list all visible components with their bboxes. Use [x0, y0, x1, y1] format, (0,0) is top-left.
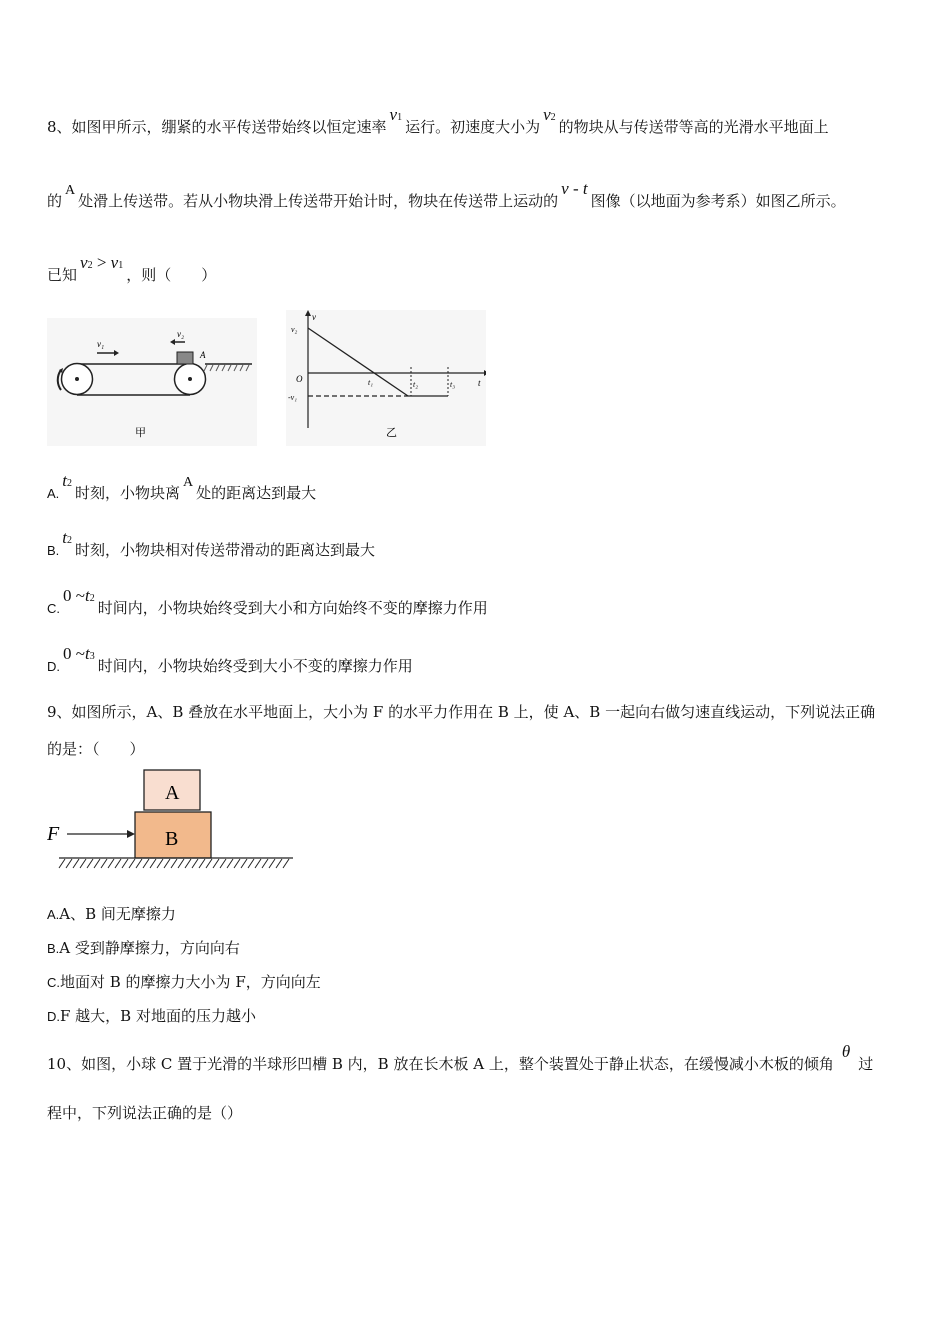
label-axis-v: v: [312, 312, 316, 322]
label-v2: v₂: [177, 329, 185, 339]
label-block-a: A: [165, 782, 180, 804]
caption-yi: 乙: [386, 427, 397, 439]
q8-option-c[interactable]: C.0 ~t2时间内，小物块始终受到大小和方向始终不变的摩擦力作用: [47, 586, 488, 617]
label-t3: t₃: [450, 380, 456, 389]
q8-line2-prefix: 的: [47, 192, 63, 210]
q9-option-c[interactable]: C.地面对 B 的摩擦力大小为 F，方向向左: [47, 973, 321, 991]
q10-line1-text: 10、如图，小球 C 置于光滑的半球形凹槽 B 内，B 放在长木板 A 上，整个装置处于静止状态，在缓慢减小木板的倾角: [47, 1055, 834, 1073]
q8-v1-symbol: v1: [389, 105, 403, 124]
q8-line-3: [47, 253, 217, 285]
q8-line2-suffix: 图像（以地面为参考系）如图乙所示。: [590, 192, 846, 210]
theta-symbol: θ: [841, 1042, 851, 1061]
label-v1: v₁: [97, 339, 105, 349]
q9-option-a[interactable]: A.A、B 间无摩擦力: [47, 905, 176, 923]
option-b-t2-symbol: t2: [62, 528, 73, 547]
q8-line3-prefix: 已知: [47, 266, 78, 284]
q8-line2-mid: 处滑上传送带。若从小物块滑上传送带开始计时，物块在传送带上运动的: [78, 192, 559, 210]
stacked-blocks-figure: [47, 768, 297, 872]
small-block: [177, 352, 193, 364]
q8-v2-symbol: v2: [543, 105, 556, 124]
option-c-range-symbol: 0 ~t2: [63, 586, 95, 605]
q8-vt-symbol: v - t: [561, 179, 588, 198]
vt-graph-figure: [286, 310, 486, 446]
label-point-a: A: [200, 350, 206, 360]
label-origin: O: [296, 374, 303, 384]
q8-option-a[interactable]: A.t2时刻，小物块离A处的距离达到最大: [47, 471, 317, 502]
q10-line-2: 程中，下列说法正确的是（）: [47, 1104, 243, 1122]
label-force-f: F: [47, 823, 60, 845]
q9-option-d[interactable]: D.F 越大，B 对地面的压力越小: [47, 1007, 256, 1025]
q8-line1-prefix: 8、如图甲所示，绷紧的水平传送带始终以恒定速率: [47, 118, 387, 136]
label-t2: t₂: [413, 380, 419, 389]
q10-line1-end: 过: [858, 1055, 874, 1073]
q8-option-b[interactable]: B.t2时刻，小物块相对传送带滑动的距离达到最大: [47, 528, 376, 559]
q8-option-d[interactable]: D.0 ~t3时间内，小物块始终受到大小不变的摩擦力作用: [47, 644, 413, 675]
caption-jia: 甲: [135, 427, 146, 439]
q10-line-1: [47, 1042, 874, 1074]
q8-line1-suffix: 的物块从与传送带等高的光滑水平地面上: [558, 118, 829, 136]
q8-point-a-symbol: A: [65, 183, 76, 198]
conveyor-belt-figure: [47, 318, 257, 446]
q9-line-1: 9、如图所示，A、B 叠放在水平地面上，大小为 F 的水平力作用在 B 上，使 A、B 一起向右做匀速直线运动，下列说法正确: [47, 703, 876, 721]
label-axis-v2: v₂: [291, 325, 298, 334]
label-t: t: [478, 378, 481, 388]
option-a-t2-symbol: t2: [62, 471, 73, 490]
option-d-range-symbol: 0 ~t3: [63, 644, 95, 663]
q8-line-1: [47, 105, 829, 137]
q8-line-2: [47, 179, 846, 211]
label-t1: t₁: [368, 378, 374, 387]
q9-line-2: 的是：（ ）: [47, 740, 145, 758]
q9-option-b[interactable]: B.A 受到静摩擦力，方向向右: [47, 939, 240, 957]
label-block-b: B: [165, 828, 179, 850]
q8-line1-mid: 运行。初速度大小为: [405, 118, 541, 136]
q8-line3-suffix: ，则（ ）: [126, 266, 217, 284]
label-neg-v1: -v₁: [288, 393, 297, 402]
q8-condition: v2 > v1: [80, 253, 124, 272]
